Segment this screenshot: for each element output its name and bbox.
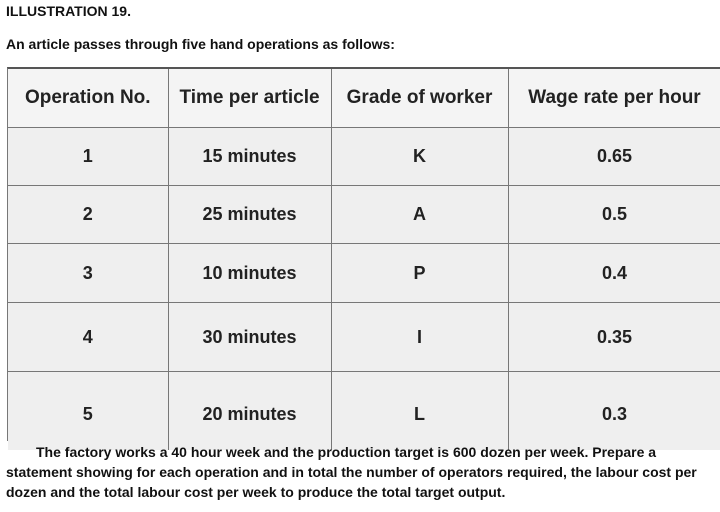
cell-time-per-article: 25 minutes xyxy=(168,186,331,244)
cell-wage-rate: 0.5 xyxy=(508,186,720,244)
cell-grade-of-worker: K xyxy=(331,128,508,186)
table-row xyxy=(8,186,720,244)
cell-grade-of-worker: I xyxy=(331,303,508,372)
header-wage-rate: Wage rate per hour xyxy=(508,69,720,128)
cell-operation-no: 1 xyxy=(8,128,168,186)
cell-operation-no: 5 xyxy=(8,372,168,451)
cell-wage-rate: 0.35 xyxy=(508,303,720,372)
table-row xyxy=(8,372,720,451)
cell-grade-of-worker: A xyxy=(331,186,508,244)
cell-operation-no: 3 xyxy=(8,244,168,303)
operations-table xyxy=(8,69,720,450)
intro-text: An article passes through five hand operations as follows: xyxy=(6,36,395,52)
cell-time-per-article: 10 minutes xyxy=(168,244,331,303)
cell-wage-rate: 0.3 xyxy=(508,372,720,451)
problem-statement-text: The factory works a 40 hour week and the production target is 600 dozen per week. Prepare a statement showing for each operation and in total the number of operators required, the labour cost per dozen and the total labour cost per week to produce the total target output. xyxy=(6,444,697,500)
cell-grade-of-worker: L xyxy=(331,372,508,451)
table-row xyxy=(8,128,720,186)
header-operation-no: Operation No. xyxy=(8,69,168,128)
cell-wage-rate: 0.65 xyxy=(508,128,720,186)
cell-time-per-article: 30 minutes xyxy=(168,303,331,372)
illustration-title: ILLUSTRATION 19. xyxy=(6,3,131,19)
operations-table-frame xyxy=(7,67,720,441)
cell-time-per-article: 20 minutes xyxy=(168,372,331,451)
header-grade-of-worker: Grade of worker xyxy=(331,69,508,128)
problem-statement xyxy=(6,442,716,502)
table-row xyxy=(8,303,720,372)
cell-operation-no: 2 xyxy=(8,186,168,244)
cell-wage-rate: 0.4 xyxy=(508,244,720,303)
header-time-per-article: Time per article xyxy=(168,69,331,128)
cell-grade-of-worker: P xyxy=(331,244,508,303)
table-row xyxy=(8,244,720,303)
table-header-row xyxy=(8,69,720,128)
cell-operation-no: 4 xyxy=(8,303,168,372)
cell-time-per-article: 15 minutes xyxy=(168,128,331,186)
